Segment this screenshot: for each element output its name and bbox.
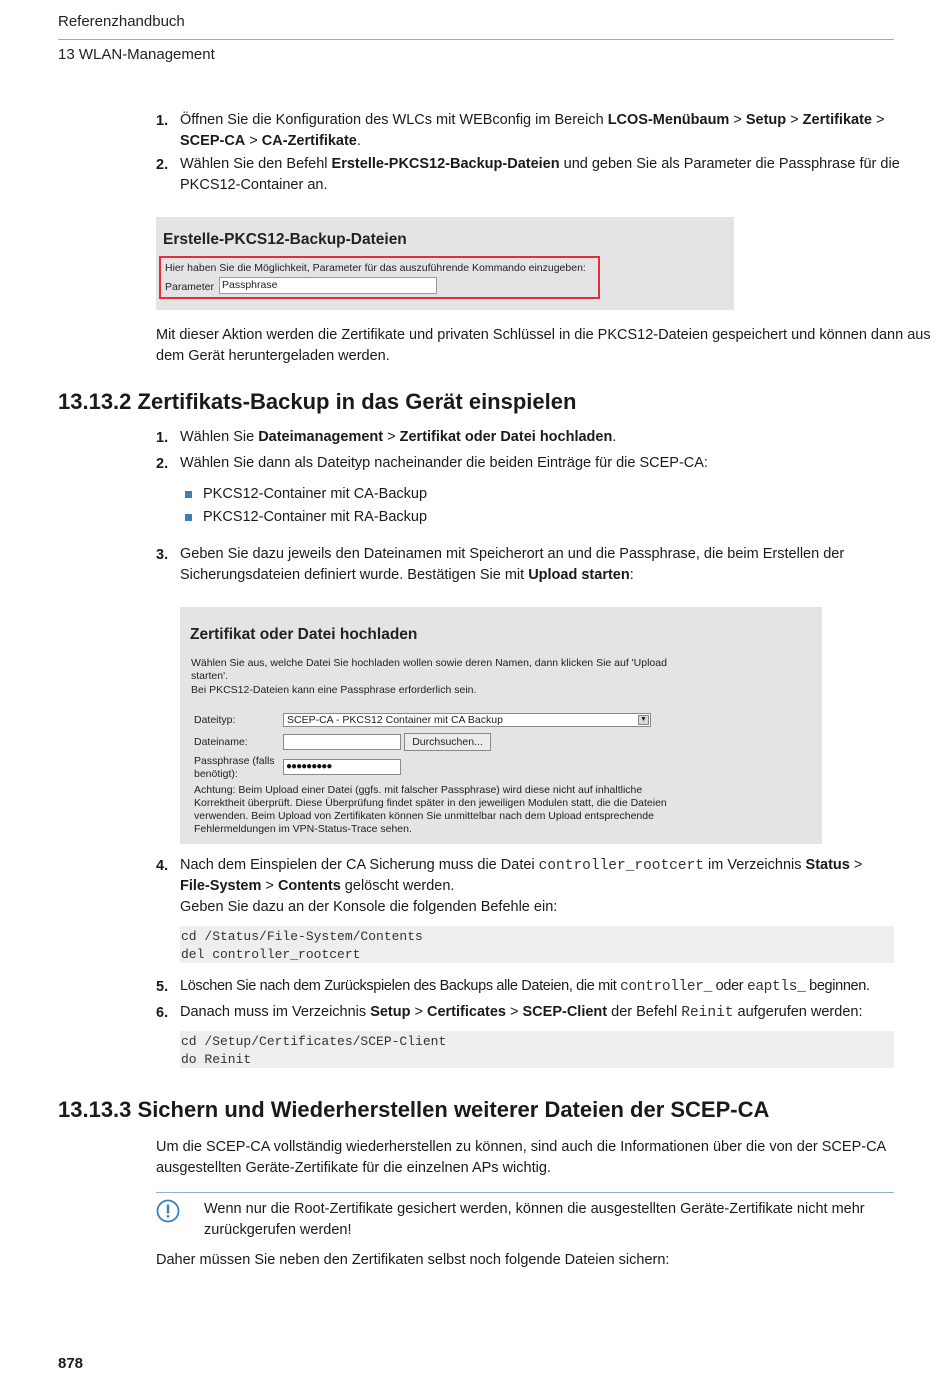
step-number: 3.: [156, 547, 169, 563]
filename-input[interactable]: [283, 734, 401, 750]
step-text: Wählen Sie Dateimanagement > Zertifikat oder Datei hochladen.: [180, 429, 617, 445]
step-text-continued: Geben Sie dazu an der Konsole die folgenden Befehle ein:: [180, 899, 558, 915]
code-line: cd /Setup/Certificates/SCEP-Client: [181, 1034, 447, 1049]
screenshot-title: Erstelle-PKCS12-Backup-Dateien: [163, 231, 407, 248]
filetype-label: Dateityp:: [194, 714, 236, 726]
warning-text: Korrektheit überprüft. Diese Überprüfung findet später in den jeweiligen Modulen statt, die die Dateien: [194, 797, 667, 809]
paragraph-line: dem Gerät heruntergeladen werden.: [156, 348, 390, 364]
intro-text: Bei PKCS12-Dateien kann eine Passphrase erforderlich sein.: [191, 684, 477, 696]
screenshot-title: Zertifikat oder Datei hochladen: [190, 626, 418, 643]
step-text: Wählen Sie dann als Dateityp nacheinander die beiden Einträge für die SCEP-CA:: [180, 455, 708, 471]
screenshot-upload-certificate: [180, 607, 822, 844]
step-number: 6.: [156, 1005, 169, 1021]
passphrase-input[interactable]: ●●●●●●●●●: [283, 759, 401, 775]
note-rule: [156, 1192, 894, 1193]
step-text: Nach dem Einspielen der CA Sicherung muss die Datei controller_rootcert im Verzeichnis Status >: [180, 857, 863, 874]
filetype-select[interactable]: SCEP-CA - PKCS12 Container mit CA Backup ▼: [283, 713, 651, 727]
step-number: 2.: [156, 157, 169, 173]
step-number: 5.: [156, 979, 169, 995]
step-number: 1.: [156, 430, 169, 446]
filename-label: Dateiname:: [194, 736, 248, 748]
square-bullet-icon: [185, 491, 192, 498]
paragraph-line: ausgestellten Geräte-Zertifikate für die einzelnen APs wichtig.: [156, 1160, 551, 1176]
page-number: 878: [58, 1355, 84, 1372]
screenshot-pkcs12-backup: [156, 217, 734, 310]
step-number: 2.: [156, 456, 169, 472]
step-text-continued: File-System > Contents gelöscht werden.: [180, 878, 455, 894]
code-line: cd /Status/File-System/Contents: [181, 929, 423, 944]
note-text: Wenn nur die Root-Zertifikate gesichert werden, können die ausgestellten Geräte-Zertifikate nicht mehr: [204, 1201, 865, 1217]
step-text: Löschen Sie nach dem Zurückspielen des Backups alle Dateien, die mit controller_ oder eaptls_ beginnen.: [180, 978, 870, 995]
step-text-continued: Sicherungsdateien definiert wurde. Bestätigen Sie mit Upload starten:: [180, 567, 634, 583]
parameter-label: Parameter: [165, 281, 215, 293]
passphrase-label: benötigt):: [194, 768, 238, 780]
section-heading: 13.13.2 Zertifikats-Backup in das Gerät einspielen: [58, 389, 577, 414]
bullet-item: PKCS12-Container mit CA-Backup: [203, 486, 428, 502]
code-block: [180, 1031, 894, 1068]
code-line: del controller_rootcert: [181, 947, 361, 962]
note-text: zurückgerufen werden!: [204, 1222, 352, 1238]
browse-button[interactable]: Durchsuchen...: [404, 733, 491, 751]
step-number: 1.: [156, 113, 169, 129]
warning-text: verwenden. Beim Upload von Zertifikaten können Sie unmittelbar nach dem Upload entsprechende: [194, 810, 654, 822]
step-text-continued: PKCS12-Container an.: [180, 177, 328, 193]
step-text-continued: SCEP-CA > CA-Zertifikate.: [180, 133, 361, 149]
paragraph-line: Um die SCEP-CA vollständig wiederherstellen zu können, sind auch die Informationen über die von der SCEP-CA: [156, 1139, 887, 1155]
header-rule: [58, 39, 894, 40]
warning-text: Achtung: Beim Upload einer Datei (ggfs. mit falscher Passphrase) wird diese nicht auf inhaltliche: [194, 784, 643, 796]
intro-text: starten'.: [191, 670, 229, 682]
parameter-input[interactable]: Passphrase: [219, 277, 437, 294]
step-text: Öffnen Sie die Konfiguration des WLCs mit WEBconfig im Bereich LCOS-Menübaum > Setup > Zertifikate >: [180, 112, 885, 128]
warning-circle-icon: [156, 1199, 180, 1223]
parameter-hint: Hier haben Sie die Möglichkeit, Parameter für das auszuführende Kommando einzugeben:: [165, 262, 586, 274]
running-header-title: Referenzhandbuch: [58, 13, 185, 30]
paragraph-line: Daher müssen Sie neben den Zertifikaten selbst noch folgende Dateien sichern:: [156, 1252, 670, 1268]
step-text: Geben Sie dazu jeweils den Dateinamen mit Speicherort an und die Passphrase, die beim Erstellen der: [180, 546, 845, 562]
highlight-frame: [159, 256, 600, 299]
square-bullet-icon: [185, 514, 192, 521]
section-heading: 13.13.3 Sichern und Wiederherstellen weiterer Dateien der SCEP-CA: [58, 1097, 770, 1122]
bullet-item: PKCS12-Container mit RA-Backup: [203, 509, 428, 525]
step-text: Wählen Sie den Befehl Erstelle-PKCS12-Backup-Dateien und geben Sie als Parameter die Passphrase für die: [180, 156, 900, 172]
passphrase-label: Passphrase (falls: [194, 755, 275, 767]
code-line: do Reinit: [181, 1052, 252, 1067]
running-header-chapter: 13 WLAN-Management: [58, 46, 215, 63]
warning-text: Fehlermeldungen im VPN-Status-Trace sehen.: [194, 823, 412, 835]
step-number: 4.: [156, 858, 169, 874]
chevron-down-icon[interactable]: ▼: [638, 715, 649, 725]
paragraph-line: Mit dieser Aktion werden die Zertifikate und privaten Schlüssel in die PKCS12-Dateien gespeichert und können dann aus: [156, 327, 931, 343]
intro-text: Wählen Sie aus, welche Datei Sie hochladen wollen sowie deren Namen, dann klicken Sie auf 'Upload: [191, 657, 667, 669]
code-block: [180, 926, 894, 963]
step-text: Danach muss im Verzeichnis Setup > Certificates > SCEP-Client der Befehl Reinit aufgerufen werden:: [180, 1004, 863, 1021]
